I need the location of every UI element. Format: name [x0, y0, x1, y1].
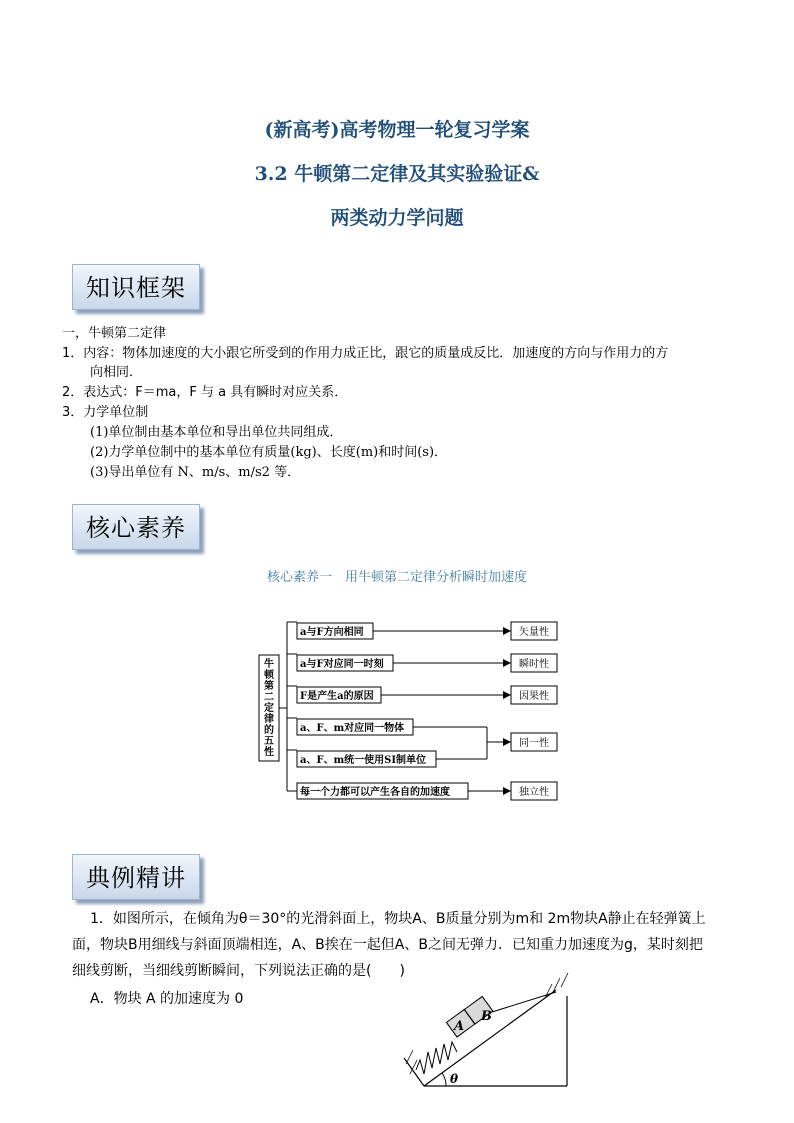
- diagram-result-label-3: 因果性: [519, 691, 549, 702]
- diagram-root-char: 定: [264, 703, 274, 714]
- framework-item3: 3．力学单位制: [62, 405, 149, 420]
- document-title-line3: 两类动力学问题: [330, 207, 464, 229]
- diagram-root-char: 第: [264, 681, 274, 692]
- diagram-root-char: 顿: [264, 670, 274, 681]
- figure-label-b: B: [481, 1009, 492, 1024]
- framework-heading: 一，牛顿第二定律: [62, 326, 167, 341]
- framework-item3-1: (1)单位制由基本单位和导出单位共同组成．: [90, 425, 343, 440]
- figure-label-theta: θ: [450, 1072, 459, 1086]
- diagram-result-label-1: 矢量性: [519, 627, 549, 638]
- framework-item1-line1: 1．内容：物体加速度的大小跟它所受到的作用力成正比，跟它的质量成反比．加速度的方向与作用力的方: [62, 346, 669, 361]
- example-q1-line2: 面，物块B用细线与斜面顶端相连，A、B挨在一起但A、B之间无弹力．已知重力加速度为g，某时刻把: [72, 937, 703, 953]
- diagram-root-char: 律: [264, 714, 274, 725]
- diagram-result-label-4: 同一性: [519, 738, 549, 749]
- document-title-line1: (新高考)高考物理一轮复习学案: [264, 119, 530, 141]
- section-label-examples: 典例精讲: [72, 854, 200, 900]
- diagram-root-char: 的: [264, 725, 274, 736]
- spring-icon: [416, 1042, 457, 1074]
- angle-arc: [442, 1073, 446, 1086]
- framework-item1-line2: 向相同．: [90, 365, 143, 380]
- framework-item2: 2．表达式：F＝ma，F 与 a 具有瞬时对应关系．: [62, 385, 348, 400]
- framework-item3-3: (3)导出单位有 N、m/s、m/s2 等．: [90, 465, 301, 480]
- document-title-line2: 3.2 牛顿第二定律及其实验验证&: [254, 163, 540, 185]
- section-label-core: 核心素养: [72, 504, 200, 550]
- string-line: [492, 992, 556, 1012]
- diagram-root-char: 性: [264, 747, 274, 758]
- diagram-row-label-6: 每一个力都可以产生各自的加速度: [300, 787, 450, 798]
- example-option-a: A．物块 A 的加速度为 0: [90, 991, 244, 1007]
- incline-surface: [424, 990, 556, 1086]
- diagram-row-label-2: a与F对应同一时刻: [300, 659, 384, 670]
- example-q1-line3: 细线剪断，当细线剪断瞬间，下列说法正确的是( ): [72, 963, 405, 979]
- diagram-row-label-1: a与F方向相同: [300, 627, 364, 638]
- diagram-root-char: 二: [264, 692, 274, 703]
- diagram-row-label-4: a、F、m对应同一物体: [300, 723, 405, 734]
- figure-label-a: A: [454, 1019, 465, 1034]
- core-caption: 核心素养一 用牛顿第二定律分析瞬时加速度: [266, 570, 527, 585]
- diagram-result-label-5: 独立性: [519, 787, 549, 798]
- example-q1-line1: 1．如图所示，在倾角为θ＝30°的光滑斜面上，物块A、B质量分别为m和 2m物块A静止在轻弹簧上: [90, 911, 706, 927]
- diagram-result-label-2: 瞬时性: [519, 659, 549, 670]
- framework-item3-2: (2)力学单位制中的基本单位有质量(kg)、长度(m)和时间(s)．: [90, 445, 448, 460]
- diagram-row-label-3: F是产生a的原因: [300, 691, 374, 702]
- diagram-root-char: 牛: [264, 659, 274, 670]
- diagram-row-label-5: a、F、m统一使用SI制单位: [300, 755, 427, 766]
- section-label-framework: 知识框架: [72, 264, 200, 310]
- diagram-root-char: 五: [264, 736, 274, 747]
